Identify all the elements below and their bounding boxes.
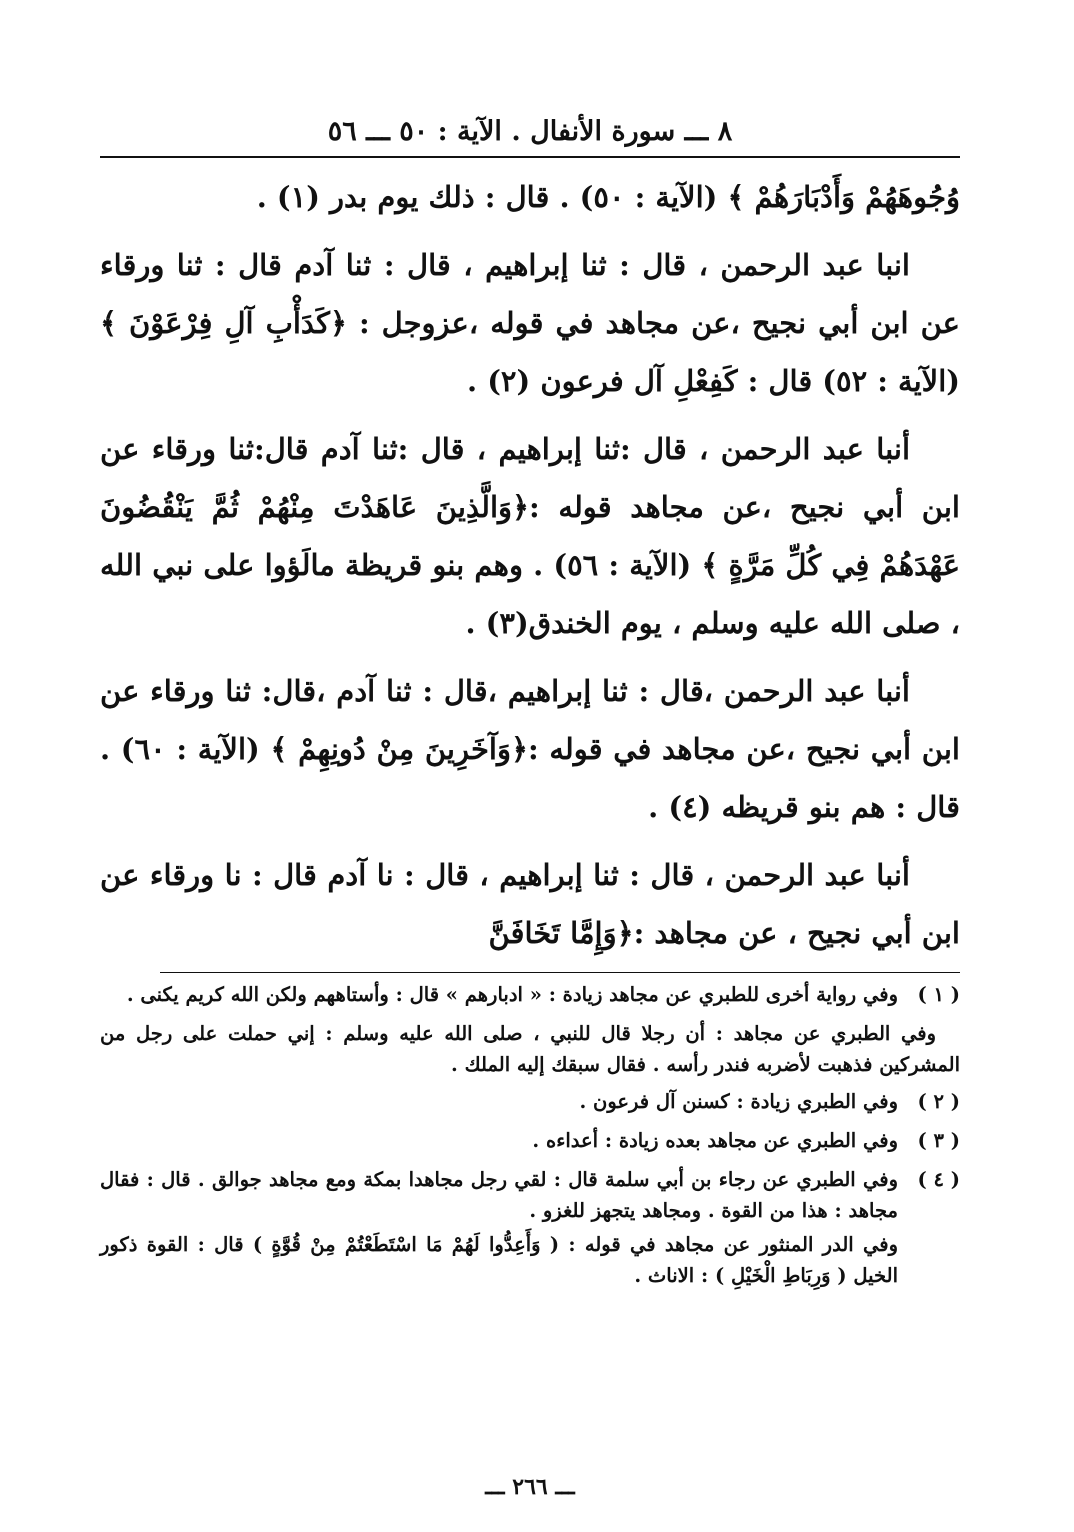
footnote-body <box>100 1125 898 1159</box>
footnote-1 <box>100 979 960 1013</box>
footnote-4 <box>100 1164 960 1294</box>
paragraph-1: وُجُوهَهُمْ وَأَدْبَارَهُمْ ﴾ (الآية : ٥٠) . قال : ذلك يوم بدر (١) . <box>256 180 960 214</box>
header-rule <box>100 156 960 158</box>
paragraph-3: أنبا عبد الرحمن ، قال :ثنا إبراهيم ، قال :ثنا آدم قال:ثنا ورقاء عن ابن أبي نجيح ،عن مجاهد قوله :﴿وَالَّذِينَ عَاهَدْتَ مِنْهُمْ ثُمَّ يَنْقُضُونَ عَهْدَهُمْ فِي كُلِّ مَرَّةٍ ﴾ (الآية : ٥٦) . وهم بنو قريظة مالَؤوا على نبي الله ، صلى الله عليه وسلم ، يوم الخندق(٣) . <box>100 432 961 640</box>
footnote-line: وفي الطبري عن رجاء بن أبي سلمة قال : لقي رجل مجاهدا بمكة ومع مجاهد جوالق . قال : فقال مجاهد : هذا من القوة . ومجاهد يتجهز للغزو . <box>100 1168 898 1222</box>
footnote-line: وفي الطبري زيادة : كسنن آل فرعون . <box>579 1090 898 1113</box>
footnote-number: ( ١ ) <box>917 983 960 1006</box>
paragraph-4: أنبا عبد الرحمن ،قال : ثنا إبراهيم ،قال : ثنا آدم ،قال: ثنا ورقاء عن ابن أبي نجيح ،عن مجاهد في قوله :﴿وَآخَرِينَ مِنْ دُونِهِمْ ﴾ (الآية : ٦٠) . قال : هم بنو قريظه (٤) . <box>100 674 960 824</box>
book-page <box>100 110 960 1500</box>
footnote-line: وفي الطبري عن مجاهد : أن رجلا قال للنبي ، صلى الله عليه وسلم : إني حملت على رجل من المشركين فذهبت لأضربه فندر رأسه . فقال سبقك إليه الملك . <box>100 1022 960 1076</box>
main-text <box>100 168 960 962</box>
footnote-3 <box>100 1125 960 1159</box>
footnote-body <box>100 1086 898 1120</box>
footnote-line: وفي الدر المنثور عن مجاهد في قوله : ( وَأَعِدُّوا لَهُمْ مَا اسْتَطَعْتُمْ مِنْ قُوَّةٍ ) قال : القوة ذكور الخيل ( وَرِبَاطِ الْخَيْلِ ) : الاناث . <box>100 1233 898 1287</box>
paragraph-2: انبا عبد الرحمن ، قال : ثنا إبراهيم ، قال : ثنا آدم قال : ثنا ورقاء عن ابن أبي نجيح ،عن مجاهد في قوله ،عزوجل : ﴿كَدَأْبِ آلِ فِرْعَوْنَ ﴾ (الآية : ٥٢) قال : كَفِعْلِ آل فرعون (٢) . <box>100 248 960 398</box>
footnote-rule <box>160 972 960 973</box>
footnote-number: ( ٣ ) <box>917 1129 960 1152</box>
footnote-body <box>100 1164 898 1294</box>
footnote-1-extra <box>100 1018 960 1080</box>
footnote-line: وفي رواية أخرى للطبري عن مجاهد زيادة : « ادبارهم » قال : وأستاههم ولكن الله كريم يكنى . <box>126 983 898 1006</box>
page-number: ـــ ٢٦٦ ـــ <box>485 1474 575 1500</box>
footnotes <box>100 979 960 1294</box>
footnote-2 <box>100 1086 960 1120</box>
footnote-number: ( ٤ ) <box>917 1168 960 1191</box>
running-header: ٨ ـــ سورة الأنفال . الآية : ٥٠ ـــ ٥٦ <box>327 116 733 147</box>
footnote-number: ( ٢ ) <box>917 1090 960 1113</box>
paragraph-5: أنبا عبد الرحمن ، قال : ثنا إبراهيم ، قال : نا آدم قال : نا ورقاء عن ابن أبي نجيح ، عن مجاهد :﴿وَإِمَّا تَخَافَنَّ <box>100 858 960 950</box>
footnote-line: وفي الطبري عن مجاهد بعده زيادة : أعداءه . <box>532 1129 898 1152</box>
footnote-body <box>100 979 898 1013</box>
